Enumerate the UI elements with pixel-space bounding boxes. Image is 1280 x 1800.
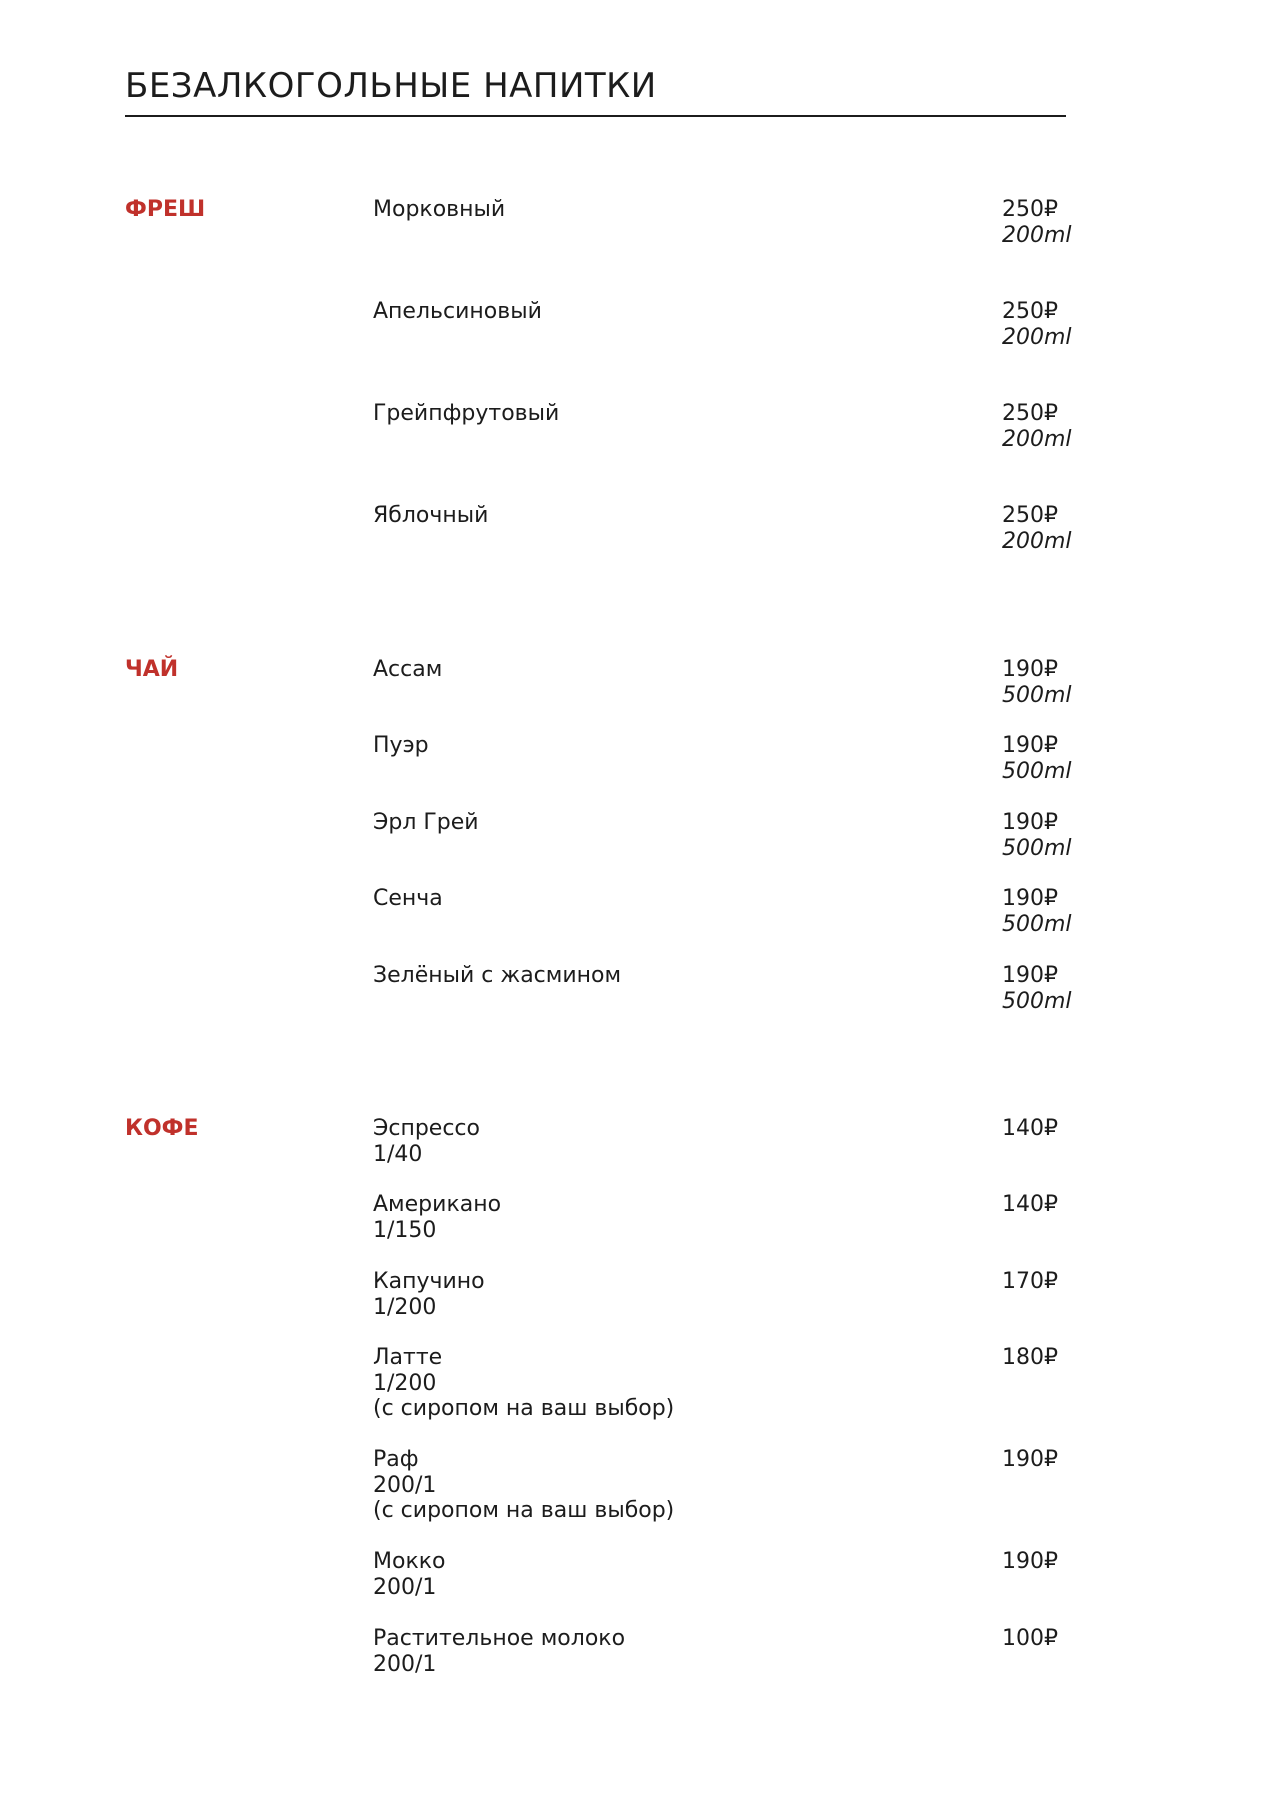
- item-price: 140₽: [1002, 1192, 1058, 1217]
- item-price: 250₽: [1002, 299, 1058, 324]
- item-price: 170₽: [1002, 1269, 1058, 1294]
- section-title: КОФЕ: [125, 1116, 199, 1141]
- title-divider: [125, 115, 1066, 117]
- item-price: 180₽: [1002, 1345, 1058, 1370]
- item-volume: 500ml: [1002, 682, 1072, 708]
- item-name: Американо: [373, 1192, 502, 1217]
- item-portion: 200/1: [373, 1472, 437, 1498]
- item-name: Яблочный: [373, 503, 489, 528]
- item-price: 190₽: [1002, 1549, 1058, 1574]
- item-price: 190₽: [1002, 733, 1058, 758]
- item-volume: 200ml: [1002, 324, 1072, 350]
- item-name: Апельсиновый: [373, 299, 542, 324]
- item-name: Растительное молоко: [373, 1626, 626, 1651]
- item-note: (с сиропом на ваш выбор): [373, 1498, 675, 1523]
- item-portion: 1/200: [373, 1294, 437, 1320]
- item-name: Пуэр: [373, 733, 429, 758]
- item-note: (с сиропом на ваш выбор): [373, 1396, 675, 1421]
- item-portion: 1/200: [373, 1370, 437, 1396]
- item-price: 190₽: [1002, 1447, 1058, 1472]
- item-price: 250₽: [1002, 197, 1058, 222]
- item-price: 190₽: [1002, 657, 1058, 682]
- item-name: Зелёный с жасмином: [373, 963, 622, 988]
- item-price: 100₽: [1002, 1626, 1058, 1651]
- page-title: БЕЗАЛКОГОЛЬНЫЕ НАПИТКИ: [125, 66, 657, 106]
- item-name: Морковный: [373, 197, 506, 222]
- item-volume: 200ml: [1002, 222, 1072, 248]
- item-name: Капучино: [373, 1269, 485, 1294]
- item-volume: 500ml: [1002, 835, 1072, 861]
- item-volume: 200ml: [1002, 426, 1072, 452]
- section-title: ФРЕШ: [125, 197, 206, 222]
- item-name: Ассам: [373, 657, 443, 682]
- item-price: 250₽: [1002, 401, 1058, 426]
- section-title: ЧАЙ: [125, 657, 179, 682]
- item-volume: 200ml: [1002, 528, 1072, 554]
- item-portion: 1/40: [373, 1141, 423, 1167]
- item-name: Латте: [373, 1345, 443, 1370]
- item-name: Раф: [373, 1447, 419, 1472]
- item-name: Эрл Грей: [373, 810, 479, 835]
- item-price: 190₽: [1002, 963, 1058, 988]
- item-name: Сенча: [373, 886, 443, 911]
- item-portion: 1/150: [373, 1217, 437, 1243]
- item-volume: 500ml: [1002, 758, 1072, 784]
- item-name: Грейпфрутовый: [373, 401, 560, 426]
- item-volume: 500ml: [1002, 911, 1072, 937]
- item-price: 140₽: [1002, 1116, 1058, 1141]
- item-portion: 200/1: [373, 1574, 437, 1600]
- item-volume: 500ml: [1002, 988, 1072, 1014]
- item-price: 190₽: [1002, 886, 1058, 911]
- item-price: 190₽: [1002, 810, 1058, 835]
- item-price: 250₽: [1002, 503, 1058, 528]
- item-name: Эспрессо: [373, 1116, 480, 1141]
- item-name: Мокко: [373, 1549, 446, 1574]
- item-portion: 200/1: [373, 1651, 437, 1677]
